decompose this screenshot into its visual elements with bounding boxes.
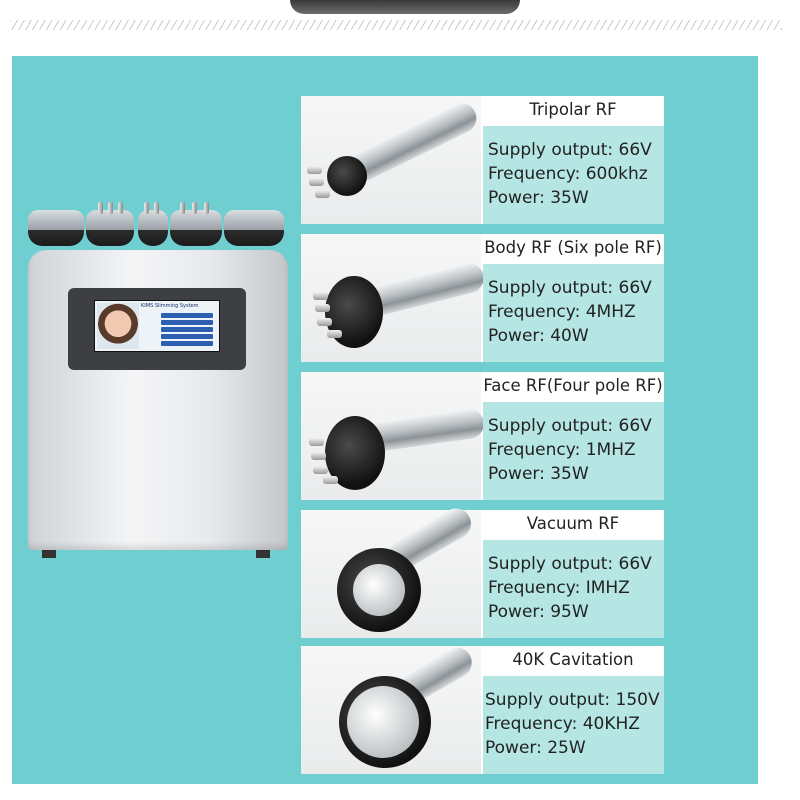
spec-frequency: Frequency: 4MHZ [488, 302, 636, 322]
spec-supply-output: Supply output: 150V [485, 690, 660, 710]
screen-menu-item [161, 327, 213, 332]
spec-card-cavitation [301, 646, 664, 774]
spec-power: Power: 35W [488, 188, 589, 208]
machine-foot [42, 550, 56, 558]
screen-title: KIMS Slimming System [141, 303, 199, 309]
handpiece-photo [301, 234, 481, 362]
screen-menu-item [161, 320, 213, 325]
spec-frequency: Frequency: 600khz [488, 164, 648, 184]
spec-frequency: Frequency: 40KHZ [485, 714, 640, 734]
handpiece-vacuum [224, 210, 284, 246]
handpiece-multipolar [170, 210, 222, 246]
card-title: 40K Cavitation [512, 650, 634, 669]
handpiece-tripolar [86, 210, 134, 246]
handpiece-photo [301, 646, 481, 774]
spec-power: Power: 40W [488, 326, 589, 346]
handpiece-cavitation [28, 210, 84, 246]
handpiece-photo [301, 372, 481, 500]
machine-body [28, 250, 288, 550]
spec-power: Power: 35W [488, 464, 589, 484]
model-face-photo [97, 303, 139, 349]
touch-screen [94, 300, 220, 352]
spec-card-tripolar [301, 96, 664, 224]
spec-supply-output: Supply output: 66V [488, 278, 652, 298]
screen-menu-item [161, 334, 213, 339]
slimming-machine-image [24, 204, 290, 564]
spec-card-body-rf [301, 234, 664, 362]
spec-power: Power: 95W [488, 602, 589, 622]
screen-menu-item [161, 341, 213, 346]
spec-card-face-rf [301, 372, 664, 500]
spec-supply-output: Supply output: 66V [488, 554, 652, 574]
card-title: Body RF (Six pole RF) [484, 238, 662, 257]
screen-menu-item [161, 313, 213, 318]
spec-frequency: Frequency: 1MHZ [488, 440, 636, 460]
spec-card-vacuum-rf [301, 510, 664, 638]
spec-supply-output: Supply output: 66V [488, 140, 652, 160]
handpiece-small [138, 210, 168, 246]
handpiece-photo [301, 510, 481, 638]
top-decorative-bar [290, 0, 520, 14]
hatched-divider [10, 20, 782, 30]
spec-supply-output: Supply output: 66V [488, 416, 652, 436]
screen-frame [68, 288, 246, 370]
card-title: Vacuum RF [526, 514, 620, 533]
card-title: Face RF(Four pole RF) [483, 376, 663, 395]
machine-foot [256, 550, 270, 558]
spec-power: Power: 25W [485, 738, 586, 758]
card-title: Tripolar RF [529, 100, 617, 119]
spec-frequency: Frequency: IMHZ [488, 578, 630, 598]
handpiece-photo [301, 96, 481, 224]
